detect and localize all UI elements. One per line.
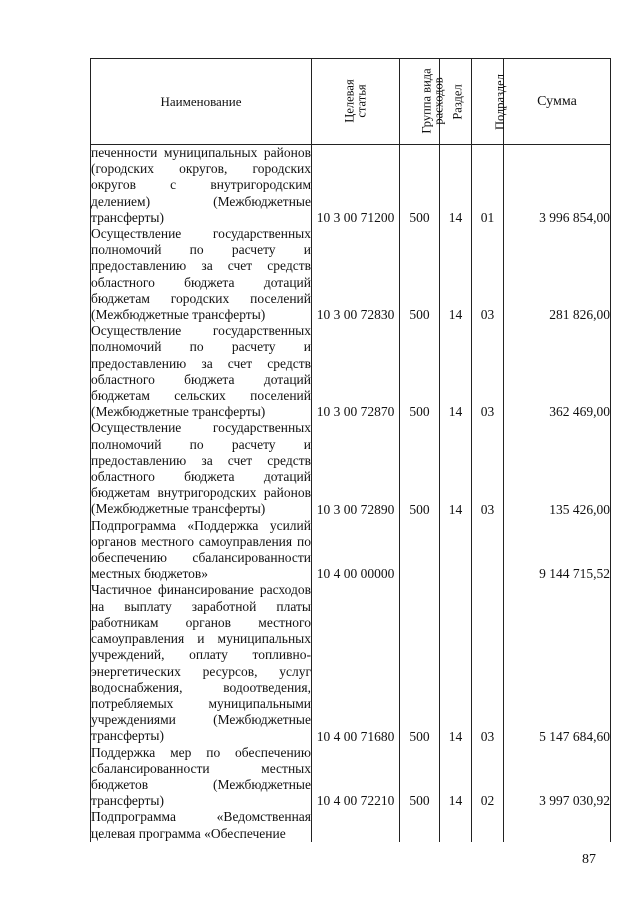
row-section: 14 [440,226,472,323]
header-subsection [472,59,507,145]
row-group: 500 [400,582,440,744]
row-name: Осуществление государственных полномочий по расчету и предоставлению за счет средств областного бюджета дотаций бюджетам сельских поселений (Межбюджетные трансферты) [91,323,311,420]
row-group: 500 [400,145,440,227]
row-article: 10 3 00 72830 [312,226,400,323]
row-sum: 3 997 030,92 [504,745,611,810]
row-subsection [472,809,504,841]
header-group [400,59,446,145]
row-sum: 362 469,00 [504,323,611,420]
row-group [400,809,440,841]
row-section: 14 [440,420,472,517]
row-group: 500 [400,420,440,517]
row-group: 500 [400,226,440,323]
row-section: 14 [440,145,472,227]
row-sum: 3 996 854,00 [504,145,611,227]
table-row [91,745,611,810]
row-article: 10 3 00 72890 [312,420,400,517]
row-group: 500 [400,323,440,420]
row-name: Подпрограмма «Ведомственная целевая программа «Обеспечение [91,809,311,841]
table-row [91,582,611,744]
row-group: 500 [400,745,440,810]
row-article: 10 4 00 72210 [312,745,400,810]
row-subsection: 03 [472,582,504,744]
row-article: 10 3 00 72870 [312,323,400,420]
header-article-line2: статья [354,83,369,118]
row-section: 14 [440,323,472,420]
table-header-row [91,59,611,145]
header-group-line2: расходов [431,76,446,125]
row-sum: 281 826,00 [504,226,611,323]
table-row [91,145,611,227]
row-sum: 135 426,00 [504,420,611,517]
header-name: Наименование [91,59,312,145]
header-group-line1: Группа вида [419,67,434,134]
row-name: Поддержка мер по обеспечению сбалансированности местных бюджетов (Межбюджетные трансферты) [91,744,311,809]
table-row [91,323,611,420]
row-subsection: 03 [472,226,504,323]
row-name: Осуществление государственных полномочий по расчету и предоставлению за счет средств областного бюджета дотаций бюджетам внутригородских районов (Межбюджетные трансферты) [91,420,311,517]
row-section: 14 [440,582,472,744]
row-sum [504,809,611,841]
row-subsection: 02 [472,745,504,810]
table-row [91,518,611,583]
header-section-label: Раздел [450,83,465,120]
row-sum: 5 147 684,60 [504,582,611,744]
row-subsection [472,518,504,583]
row-subsection: 01 [472,145,504,227]
row-name: Осуществление государственных полномочий по расчету и предоставлению за счет средств областного бюджета дотаций бюджетам городских поселений (Межбюджетные трансферты) [91,226,311,323]
row-group [400,518,440,583]
row-section [440,518,472,583]
row-article: 10 4 00 71680 [312,582,400,744]
table-row [91,226,611,323]
row-section [440,809,472,841]
row-subsection: 03 [472,323,504,420]
row-name: Подпрограмма «Поддержка усилий органов местного самоуправления по обеспечению сбалансированности местных бюджетов» [91,517,311,582]
header-article-line1: Целевая [342,78,357,123]
row-name: Частичное финансирование расходов на выплату заработной платы работникам органов местного самоуправления и муниципальных учреждений, оплату топливно-энергетических ресурсов, услуг водоснабжения, водоотведения, потребляемых муниципальными учреждениями (Межбюджетные трансферты) [91,582,311,744]
row-name: печенности муниципальных районов (городских округов, городских округов с внутригородским делением) (Межбюджетные трансферты) [91,145,311,225]
row-article: 10 4 00 00000 [312,518,400,583]
row-sum: 9 144 715,52 [504,518,611,583]
header-article [312,59,400,145]
page-number: 87 [582,852,596,867]
header-subsection-label: Подраздел [492,73,507,130]
row-subsection: 03 [472,420,504,517]
table-row [91,420,611,517]
table-row [91,809,611,841]
row-article: 10 3 00 71200 [312,145,400,227]
row-article [312,809,400,841]
row-section: 14 [440,745,472,810]
header-sum: Сумма [504,59,611,145]
budget-table [90,58,611,842]
